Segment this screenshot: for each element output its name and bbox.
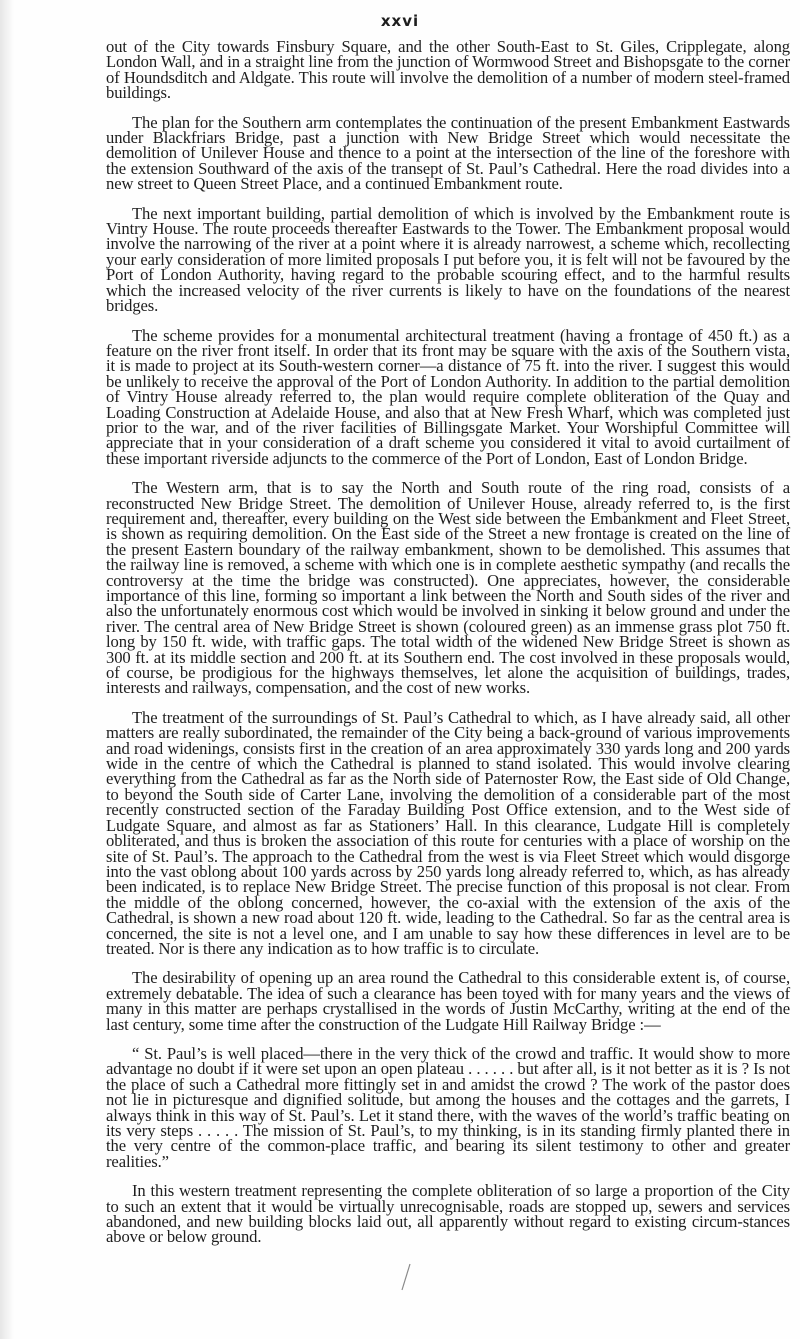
- paragraph-southern-arm: The plan for the Southern arm contemplates the continuation of the present Embankment Eastwards under Blackfriars Bridge, past a junction with New Bridge Street which would necessitate the demolition of Unilever House and thence to a point at the intersection of the line of the foreshore with the extension Southward of the axis of the transept of St. Paul’s Cathedral. Here the road divides into a new street to Queen Street Place, and a continued Embankment route.: [106, 112, 790, 194]
- paragraph-vintry-house: The next important building, partial demolition of which is involved by the Embankment route is Vintry House. The route proceeds thereafter Eastwards to the Tower. The Embankment proposal would involve the narrowing of the river at a point where it is already narrowest, a scheme which, recollecting your early consideration of more limited proposals I put before you, it is felt will not be favoured by the Port of London Authority, having regard to the probable scouring effect, and to the harmful results which the increased velocity of the river currents is likely to have on the foundations of the nearest bridges.: [106, 203, 790, 316]
- pencil-mark-icon: [396, 1262, 416, 1292]
- document-body: [106, 39, 790, 1259]
- paragraph-desirability: The desirability of opening up an area round the Cathedral to this considerable extent is, of course, extremely debatable. The idea of such a clearance has been toyed with for many years and the views of many in this matter are perhaps crystallised in the words of Justin McCarthy, writing at the end of the last century, some time after the construction of the Ludgate Hill Railway Bridge :—: [106, 968, 790, 1034]
- paragraph-western-treatment: In this western treatment representing the complete obliteration of so large a proportion of the City to such an extent that it would be virtually unrecognisable, roads are stopped up, sewers and services abandoned, and new building blocks laid out, all apparently without regard to existing circum-stances above or below ground.: [106, 1181, 790, 1247]
- paragraph-continued: out of the City towards Finsbury Square, and the other South-East to St. Giles, Cripplegate, along London Wall, and in a straight line from the junction of Wormwood Street and Bishopsgate to the corner of Houndsditch and Aldgate. This route will involve the demolition of a number of modern steel-framed buildings.: [106, 37, 790, 103]
- paragraph-st-pauls-surroundings: The treatment of the surroundings of St. Paul’s Cathedral to which, as I have already said, all other matters are really subordinated, the remainder of the City being a back-ground of various improvements and road widenings, consists first in the creation of an area approximately 330 yards long and 200 yards wide in the centre of which the Cathedral is planned to stand isolated. This would involve clearing everything from the Cathedral as far as the North side of Paternoster Row, the East side of Old Change, to beyond the South side of Carter Lane, involving the demolition of a considerable part of the most recently constructed section of the Faraday Building Post Office extension, and to the West side of Ludgate Square, and almost as far as Stationers’ Hall. In this clearance, Ludgate Hill is completely obliterated, and thus is broken the association of this route for centuries with a place of worship on the site of St. Paul’s. The approach to the Cathedral from the west is via Fleet Street which would disgorge into the vast oblong about 100 yards across by 250 yards long already referred to, which, as has already been indicated, is to replace New Bridge Street. The precise function of this proposal is not clear. From the middle of the oblong concerned, however, the co-axial with the extension of the axis of the Cathedral, is shown a new road about 120 ft. wide, leading to the Cathedral. So far as the central area is concerned, the site is not a level one, and I am unable to say how these differences in level are to be treated. Nor is there any indication as to how traffic is to circulate.: [106, 707, 790, 958]
- quotation-justin-mccarthy: “ St. Paul’s is well placed—there in the very thick of the crowd and traffic. It would show to more advantage no doubt if it were set upon an open plateau . . . . . . but after all, is it not better as it is ? Is not the place of such a Cathedral more fittingly set in and amidst the crowd ? The work of the pastor does not lie in picturesque and dignified solitude, but among the houses and the cottages and the garrets, I always think in this way of St. Paul’s. Let it stand there, with the waves of the world’s traffic beating on its very steps . . . . . The mission of St. Paul’s, to my thinking, is in its standing firmly planted there in the very centre of the common-place traffic, and bearing its silent testimony to other and greater realities.”: [106, 1043, 790, 1171]
- paragraph-river-front-treatment: The scheme provides for a monumental architectural treatment (having a frontage of 450 ft.) as a feature on the river front itself. In order that its front may be square with the axis of the Southern vista, it is made to project at its South-western corner—a distance of 75 ft. into the river. I suggest this would be unlikely to receive the approval of the Port of London Authority. In addition to the partial demolition of Vintry House already referred to, the plan would require complete obliteration of the Quay and Loading Construction at Adelaide House, and also that at New Fresh Wharf, which was completed just prior to the war, and of the river facilities of Billingsgate Market. Your Worshipful Committee will appreciate that in your consideration of a draft scheme you considered it vital to avoid curtailment of these important riverside adjuncts to the commerce of the Port of London, East of London Bridge.: [106, 325, 790, 468]
- page-shadow-edge: [0, 0, 14, 1339]
- paragraph-western-arm: The Western arm, that is to say the North and South route of the ring road, consists of a reconstructed New Bridge Street. The demolition of Unilever House, already referred to, is the first requirement and, thereafter, every building on the West side between the Embankment and Fleet Street, is shown as requiring demolition. On the East side of the Street a new frontage is created on the line of the present Eastern boundary of the railway embankment, shown to be demolished. This assumes that the railway line is removed, a scheme with which one is in complete aesthetic sympathy (and recalls the controversy at the time the bridge was constructed). One appreciates, however, the considerable importance of this line, forming so important a link between the North and South sides of the river and also the unfortunately enormous cost which would be involved in sinking it below ground and under the river. The central area of New Bridge Street is shown (coloured green) as an immense grass plot 750 ft. long by 150 ft. wide, with traffic gaps. The total width of the widened New Bridge Street is shown as 300 ft. at its middle section and 200 ft. at its Southern end. The cost involved in these proposals would, of course, be prodigious for the highways themselves, let alone the acquisition of buildings, trades, interests and railways, compensation, and the cost of new works.: [106, 478, 790, 698]
- page-number: xxvi: [380, 12, 420, 30]
